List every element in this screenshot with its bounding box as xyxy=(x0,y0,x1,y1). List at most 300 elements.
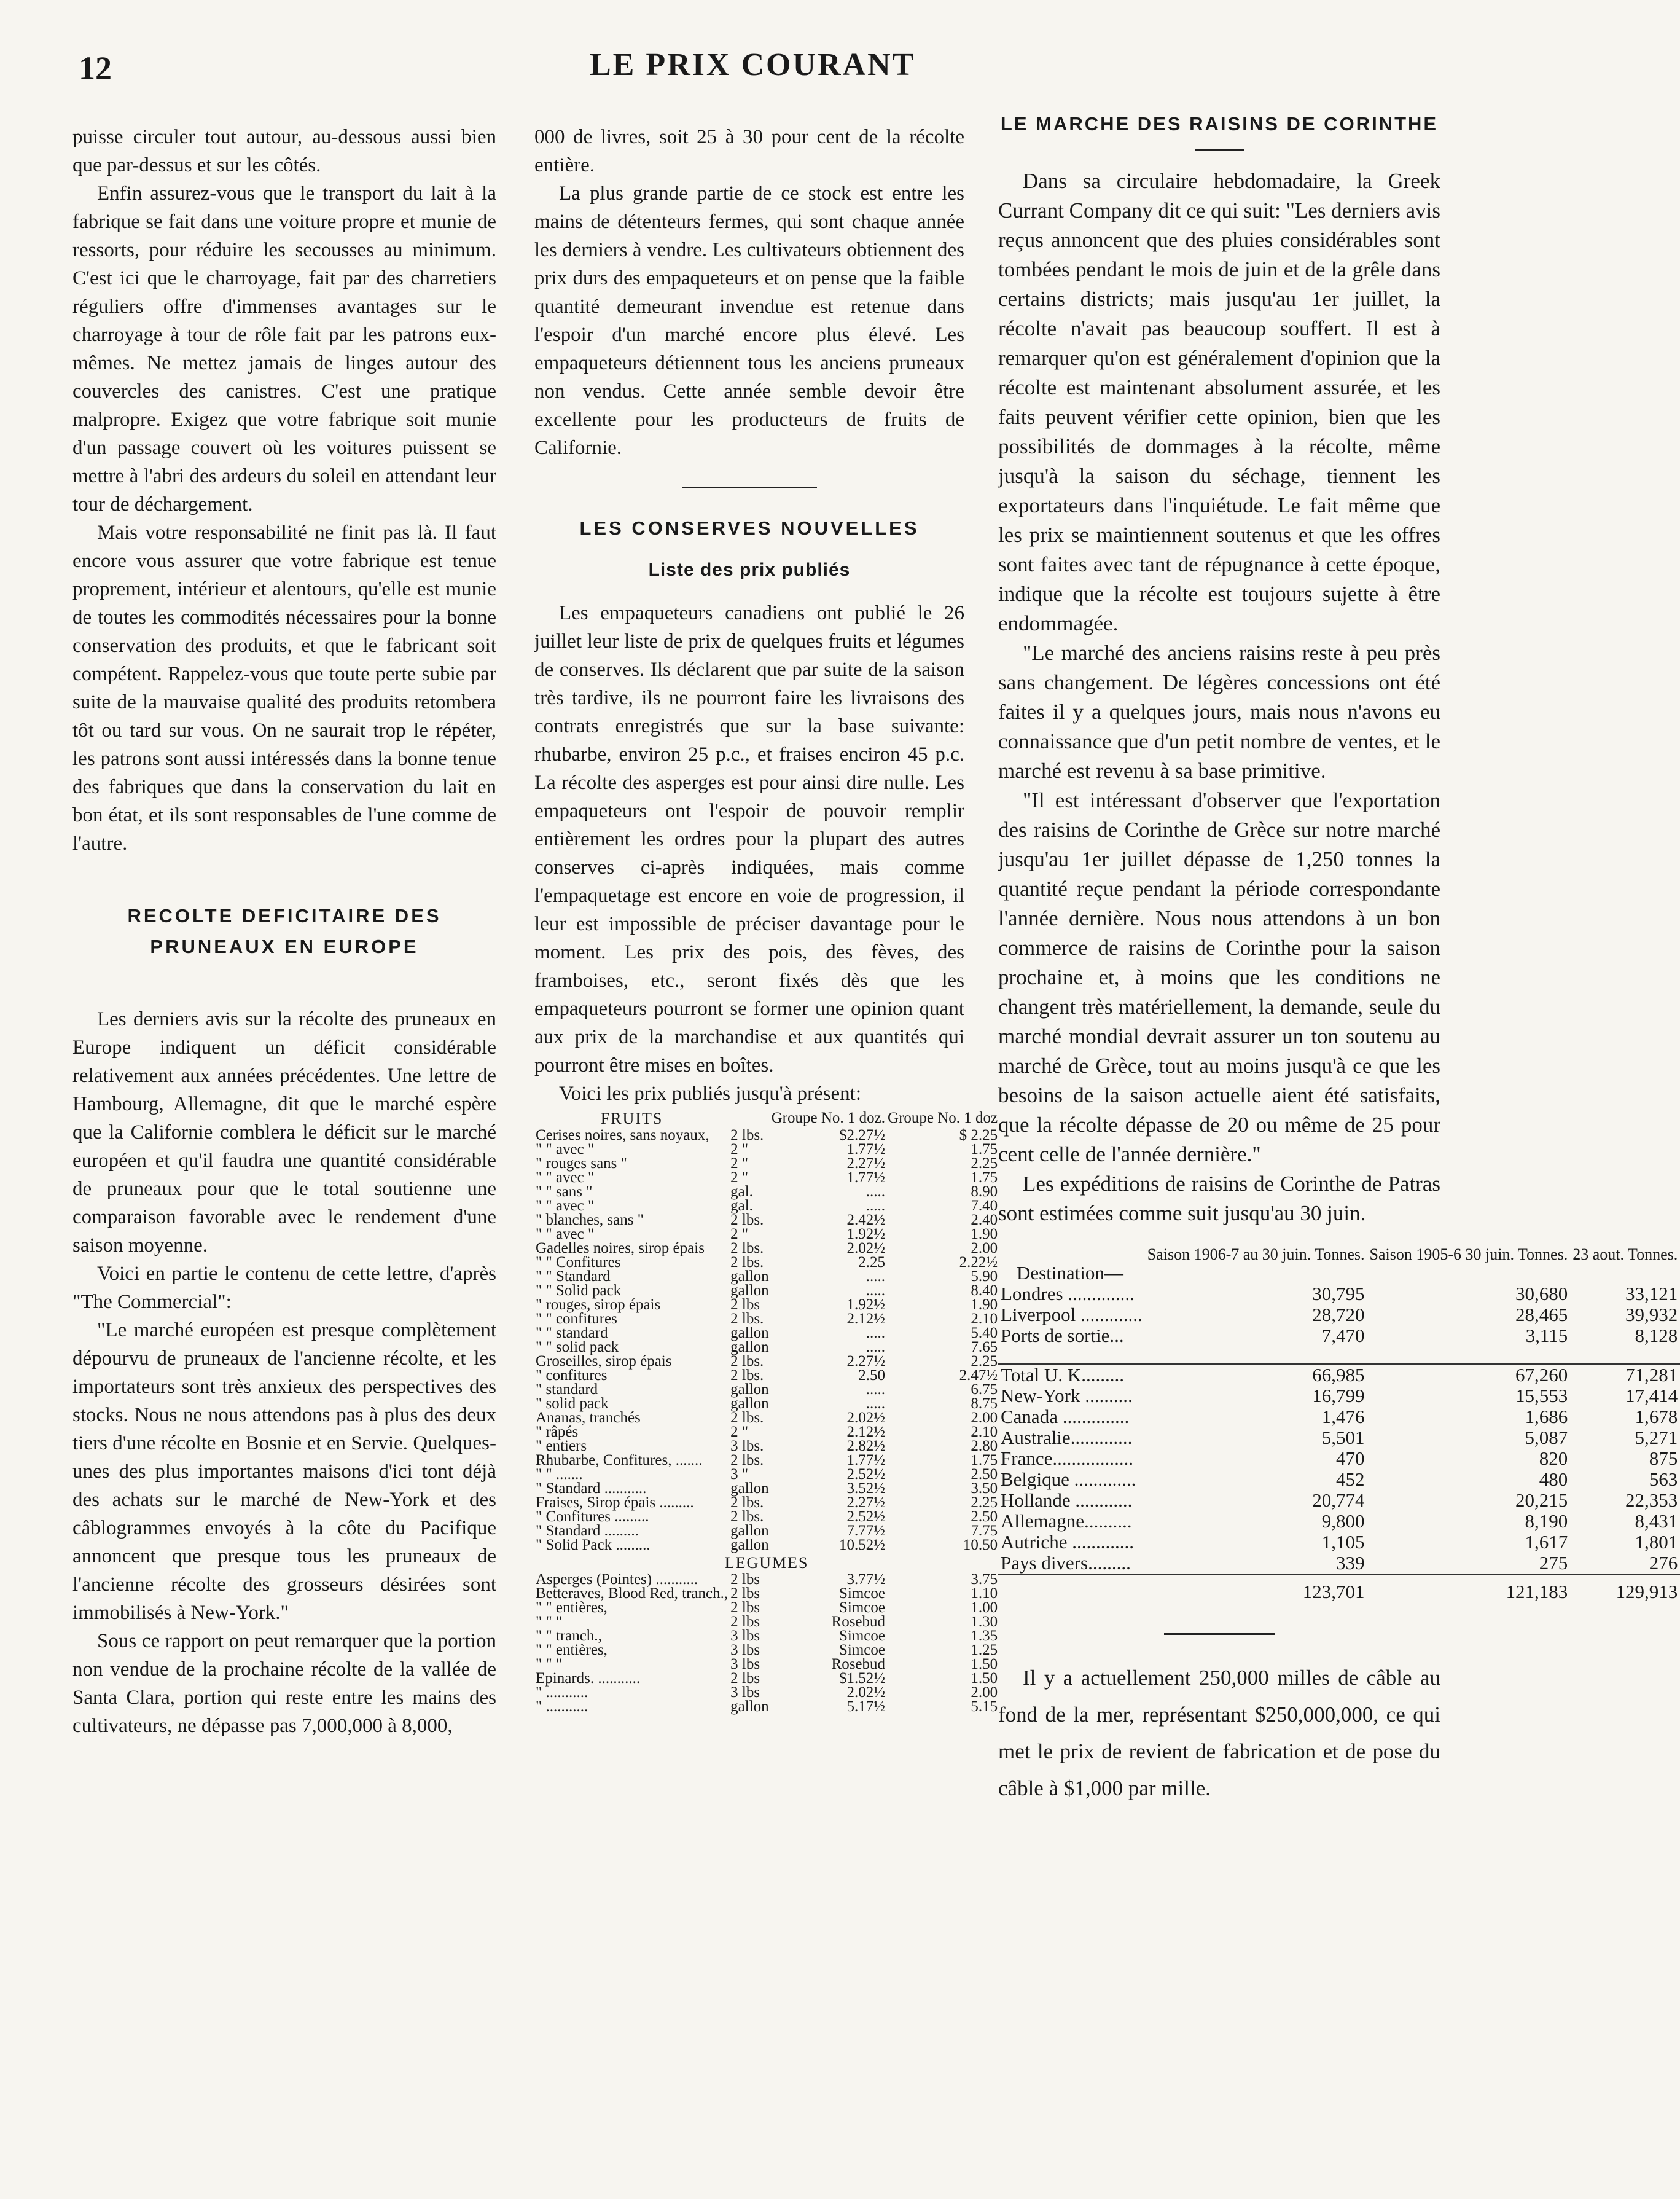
item-unit: gallon xyxy=(730,1698,769,1715)
item-price-1: 1.77½ xyxy=(846,1169,886,1186)
item-price-2: 1.50 xyxy=(971,1656,998,1672)
paragraph: "Le marché européen est presque complètement dépourvu de pruneaux de l'ancienne récolte, et les importateurs sont très anxieux des perspectives des stocks. Nous ne nous attendons pas à plus des deux tiers d'une récolte en Bosnie et en Servie. Quelques-unes des plus importantes maisons d'ici tont déjà des achats sur le marché de New-York et des câblogrammes envoyés à la côte du Pacifique annoncent que presque tous les pruneaux de l'ancienne récolte des grosseurs désirées sont immobilisés à New-York." xyxy=(72,1319,496,1624)
item-price-2: 1.00 xyxy=(971,1599,998,1616)
price-row xyxy=(534,1340,999,1354)
shipment-row xyxy=(998,1284,1680,1304)
item-price-2: 1.75 xyxy=(971,1169,998,1186)
item-price-1: 2.02½ xyxy=(846,1409,886,1426)
item-price-1: Rosebud xyxy=(831,1656,886,1672)
item-price-1: 2.27½ xyxy=(846,1494,886,1511)
item-name: " " avec " xyxy=(536,1197,595,1214)
tonnes-aout: 71,281 xyxy=(1570,1364,1680,1386)
item-name: " " entières, xyxy=(536,1642,608,1658)
item-price-2: 3.75 xyxy=(971,1571,998,1588)
price-row xyxy=(534,1397,999,1411)
tonnes-aout: 1,678 xyxy=(1635,1406,1678,1427)
destination: France................. xyxy=(1001,1448,1134,1469)
tonnes-aout: 563 xyxy=(1649,1468,1678,1490)
price-row xyxy=(534,1298,999,1312)
item-name: Epinards. ........... xyxy=(536,1670,641,1687)
item-unit: 2 lbs xyxy=(730,1585,760,1602)
item-name: " " entières, xyxy=(536,1599,608,1616)
tonnes-1905: 15,553 xyxy=(1515,1385,1568,1406)
item-price-2: 8.40 xyxy=(971,1282,998,1299)
price-row xyxy=(534,1284,999,1298)
item-price-1: ..... xyxy=(865,1268,886,1285)
divider xyxy=(1164,1633,1275,1635)
shipments-header: Saison 1905-6 30 juin. Tonnes. xyxy=(1369,1245,1568,1263)
item-unit: 2 lbs. xyxy=(730,1212,764,1228)
item-price-2: 7.65 xyxy=(971,1339,998,1355)
item-price-1: ..... xyxy=(865,1183,886,1200)
item-name: Groseilles, sirop épais xyxy=(536,1353,672,1370)
item-unit: 3 lbs xyxy=(730,1656,760,1672)
price-row xyxy=(534,1615,999,1629)
tonnes-aout: 5,271 xyxy=(1635,1427,1678,1448)
price-row xyxy=(534,1643,999,1657)
tonnes-1906: 452 xyxy=(1336,1468,1365,1490)
tonnes-1906: 5,501 xyxy=(1321,1427,1365,1448)
item-price-2: 8.75 xyxy=(971,1395,998,1412)
item-price-2: 2.50 xyxy=(971,1466,998,1483)
item-unit: gal. xyxy=(730,1183,753,1200)
item-unit: 2 lbs xyxy=(730,1296,760,1313)
item-price-2: 2.25 xyxy=(971,1353,998,1370)
item-name: Gadelles noires, sirop épais xyxy=(536,1240,705,1256)
destination: Total U. K......... xyxy=(998,1364,1145,1386)
price-row xyxy=(534,1213,999,1227)
item-price-2: 5.90 xyxy=(971,1268,998,1285)
item-price-2: 2.00 xyxy=(971,1240,998,1256)
item-name: " " " xyxy=(536,1656,563,1672)
price-row xyxy=(534,1572,999,1586)
price-row xyxy=(534,1657,999,1671)
blank-cell xyxy=(998,1574,1145,1602)
destination: Pays divers......... xyxy=(1001,1552,1131,1574)
item-name: " confitures xyxy=(536,1367,608,1384)
destination-label: Destination— xyxy=(1017,1262,1123,1284)
item-price-2: 2.00 xyxy=(971,1409,998,1426)
item-price-2: 7.75 xyxy=(971,1523,998,1539)
tonnes-1906: 7,470 xyxy=(1321,1325,1365,1346)
shipment-row xyxy=(998,1406,1680,1427)
shipments-header: Saison 1906-7 au 30 juin. Tonnes. xyxy=(1147,1245,1365,1263)
item-price-2: 2.40 xyxy=(971,1212,998,1228)
item-price-1: Simcoe xyxy=(839,1585,886,1602)
shipment-row xyxy=(998,1469,1680,1490)
paragraph: Voici les prix publiés jusqu'à présent: xyxy=(559,1083,862,1105)
item-price-2: 1.75 xyxy=(971,1141,998,1158)
item-price-1: 2.02½ xyxy=(846,1684,886,1701)
tonnes-1905: 480 xyxy=(1539,1468,1568,1490)
item-price-1: 2.52½ xyxy=(846,1508,886,1525)
price-row xyxy=(534,1495,999,1510)
item-unit: 2 " xyxy=(730,1226,749,1242)
page-title: LE PRIX COURANT xyxy=(590,47,916,82)
item-unit: 2 lbs. xyxy=(730,1367,764,1384)
article-subheading: Liste des prix publiés xyxy=(648,560,851,580)
paragraph: Mais votre responsabilité ne finit pas là. Il faut encore vous assurer que votre fabrique est tenue proprement, intérieur et alentours, qu'elle est munie de toutes les commodités nécessaires pour la bonne conservation des produits, et que le fabricant soit compétent. Rappelez-vous que toute perte subie par suite de la mauvaise qualité des produits retombera tôt ou tard sur vous. On ne saurait trop le répéter, les patrons sont aussi intéressés dans la bonne tenue des fabriques que dans la conservation du lait en bon état, et ils sont responsables de l'une comme de l'autre. xyxy=(72,522,496,855)
divider xyxy=(1195,149,1244,151)
item-name: Cerises noires, sans noyaux, xyxy=(536,1127,709,1143)
item-price-1: 1.92½ xyxy=(846,1296,886,1313)
price-row xyxy=(534,1128,999,1142)
item-name: " rouges, sirop épais xyxy=(536,1296,661,1313)
shipment-row xyxy=(998,1490,1680,1511)
item-name: " " avec " xyxy=(536,1141,595,1158)
tonnes-1905: 28,465 xyxy=(1515,1304,1568,1325)
item-unit: 2 lbs. xyxy=(730,1127,764,1143)
item-price-1: ..... xyxy=(865,1339,886,1355)
tonnes-1906: 1,105 xyxy=(1321,1531,1365,1553)
tonnes-aout: 1,801 xyxy=(1635,1531,1678,1553)
item-price-1: Simcoe xyxy=(839,1628,886,1644)
item-price-1: Simcoe xyxy=(839,1599,886,1616)
price-row xyxy=(534,1467,999,1481)
item-name: " " tranch., xyxy=(536,1628,602,1644)
item-price-2: 2.50 xyxy=(971,1508,998,1525)
item-name: Rhubarbe, Confitures, ....... xyxy=(536,1452,703,1468)
item-price-2: 2.25 xyxy=(971,1494,998,1511)
destination: Canada .............. xyxy=(1001,1406,1130,1427)
item-name: Betteraves, Blood Red, tranch., xyxy=(536,1585,729,1602)
item-price-2: 1.30 xyxy=(971,1613,998,1630)
destination: Allemagne.......... xyxy=(1001,1510,1132,1532)
item-price-1: 2.25 xyxy=(858,1254,886,1271)
shipment-row xyxy=(998,1325,1680,1346)
item-unit: 2 lbs. xyxy=(730,1494,764,1511)
item-price-1: 3.77½ xyxy=(846,1571,886,1588)
price-row xyxy=(534,1671,999,1685)
item-unit: gallon xyxy=(730,1339,769,1355)
item-price-2: 6.75 xyxy=(971,1381,998,1398)
item-price-2: 8.90 xyxy=(971,1183,998,1200)
price-row xyxy=(534,1586,999,1601)
item-price-1: 2.27½ xyxy=(846,1155,886,1172)
item-name: Fraises, Sirop épais ......... xyxy=(536,1494,694,1511)
item-unit: gallon xyxy=(730,1480,769,1497)
tonnes-1905: 1,686 xyxy=(1525,1406,1568,1427)
item-name: " " ....... xyxy=(536,1466,583,1483)
group-header: Groupe No. 1 doz. xyxy=(771,1110,886,1126)
total-1905: 121,183 xyxy=(1367,1574,1571,1602)
price-row xyxy=(534,1524,999,1538)
item-unit: 3 lbs xyxy=(730,1628,760,1644)
price-row xyxy=(534,1170,999,1185)
paragraph: "Le marché des anciens raisins reste à peu près sans changement. De légères concessions ont été faites il y a quelques jours, mais nous n'avons eu connaissance que d'un petit nombre de ventes, et le marché est revenu à sa base primitive. xyxy=(998,641,1440,783)
item-unit: gallon xyxy=(730,1325,769,1341)
item-price-2: 1.10 xyxy=(971,1585,998,1602)
tonnes-1905: 1,617 xyxy=(1525,1531,1568,1553)
article-heading-conserves: LES CONSERVES NOUVELLES xyxy=(579,517,920,539)
item-name: Asperges (Pointes) ........... xyxy=(536,1571,698,1588)
item-price-2: 2.80 xyxy=(971,1438,998,1454)
column-3 xyxy=(998,111,1678,1807)
price-row xyxy=(534,1199,999,1213)
destination: Londres .............. xyxy=(1001,1283,1135,1304)
tonnes-1905: 8,190 xyxy=(1525,1510,1568,1532)
paragraph: Voici en partie le contenu de cette lettre, d'après "The Commercial": xyxy=(72,1263,496,1313)
item-price-2: 2.25 xyxy=(971,1155,998,1172)
item-price-1: 3.52½ xyxy=(846,1480,886,1497)
item-price-2: 7.40 xyxy=(971,1197,998,1214)
item-name: " Confitures ......... xyxy=(536,1508,649,1525)
spacer xyxy=(998,1346,1680,1364)
paragraph: puisse circuler tout autour, au-dessous aussi bien que par-dessus et sur les côtés. xyxy=(72,126,496,176)
item-price-1: ..... xyxy=(865,1282,886,1299)
price-row xyxy=(534,1382,999,1397)
tonnes-1906: 16,799 xyxy=(1312,1385,1365,1406)
paragraph: Sous ce rapport on peut remarquer que la portion non vendue de la prochaine récolte de la vallée de Santa Clara, portion qui reste entre les mains des cultivateurs, ne dépasse pas 7,000,000 à 8,000, xyxy=(72,1630,496,1737)
item-unit: 2 lbs. xyxy=(730,1311,764,1327)
item-unit: 2 " xyxy=(730,1169,749,1186)
price-row xyxy=(534,1269,999,1284)
item-price-2: 1.35 xyxy=(971,1628,998,1644)
price-header-row xyxy=(534,1108,999,1128)
destination: Hollande ............ xyxy=(1001,1489,1133,1511)
price-row xyxy=(534,1326,999,1340)
item-price-2: 1.25 xyxy=(971,1642,998,1658)
item-price-1: 2.42½ xyxy=(846,1212,886,1228)
item-price-2: 2.47½ xyxy=(959,1367,998,1384)
paragraph: La plus grande partie de ce stock est entre les mains de détenteurs fermes, qui sont chaque année les derniers à vendre. Les cultivateurs obtiennent des prix durs des empaqueteurs et on pense que la faible quantité demeurant invendue est retenue dans l'espoir d'un marché encore plus élevé. Les empaqueteurs détiennent tous les anciens pruneaux non vendus. Cette année semble devoir être excellente pour les producteurs de fruits de Californie. xyxy=(534,182,964,459)
item-price-2: 2.22½ xyxy=(959,1254,998,1271)
item-unit: 2 lbs xyxy=(730,1670,760,1687)
item-unit: 2 lbs. xyxy=(730,1508,764,1525)
column-2 xyxy=(534,123,998,1715)
item-name: " " avec " xyxy=(536,1169,595,1186)
item-price-2: 3.50 xyxy=(971,1480,998,1497)
destination: Liverpool ............. xyxy=(1001,1304,1143,1325)
tonnes-1905: 20,215 xyxy=(1515,1489,1568,1511)
destination: Autriche ............. xyxy=(1001,1531,1134,1553)
blank-cell xyxy=(729,1108,770,1128)
tonnes-1905: 275 xyxy=(1539,1552,1568,1574)
shipment-row xyxy=(998,1304,1680,1325)
shipment-row xyxy=(998,1427,1680,1448)
group-header: Groupe No. 1 doz xyxy=(888,1110,998,1126)
shipments-header: 23 aout. Tonnes. xyxy=(1573,1245,1678,1263)
item-price-1: 2.12½ xyxy=(846,1424,886,1440)
price-row xyxy=(534,1538,999,1552)
price-row xyxy=(534,1368,999,1382)
price-row xyxy=(534,1142,999,1156)
item-price-1: 1.77½ xyxy=(846,1452,886,1468)
item-price-1: 1.77½ xyxy=(846,1141,886,1158)
item-name: " solid pack xyxy=(536,1395,609,1412)
item-price-2: 2.10 xyxy=(971,1424,998,1440)
price-table xyxy=(534,1108,999,1714)
tonnes-1906: 66,985 xyxy=(1145,1364,1367,1386)
item-name: " " Solid pack xyxy=(536,1282,622,1299)
shipment-row xyxy=(998,1511,1680,1532)
item-name: " standard xyxy=(536,1381,598,1398)
price-row xyxy=(534,1481,999,1495)
item-name: " Standard ........... xyxy=(536,1480,647,1497)
item-name: " ........... xyxy=(536,1698,588,1715)
tonnes-1906: 339 xyxy=(1336,1552,1365,1574)
item-price-1: 2.02½ xyxy=(846,1240,886,1256)
tonnes-1906: 20,774 xyxy=(1312,1489,1365,1511)
item-price-2: $ 2.25 xyxy=(959,1127,998,1143)
paragraph: Les expéditions de raisins de Corinthe de Patras sont estimées comme suit jusqu'au 30 juin. xyxy=(998,1172,1440,1225)
total-1906: 123,701 xyxy=(1145,1574,1367,1602)
item-unit: gallon xyxy=(730,1395,769,1412)
item-unit: gallon xyxy=(730,1523,769,1539)
item-price-1: 1.92½ xyxy=(846,1226,886,1242)
item-name: " " Standard xyxy=(536,1268,611,1285)
price-row xyxy=(534,1510,999,1524)
item-name: " " confitures xyxy=(536,1311,617,1327)
item-name: " blanches, sans " xyxy=(536,1212,644,1228)
item-price-2: 1.90 xyxy=(971,1296,998,1313)
item-price-2: 10.50 xyxy=(963,1537,998,1553)
item-price-1: Simcoe xyxy=(839,1642,886,1658)
tonnes-1905: 3,115 xyxy=(1525,1325,1568,1346)
tonnes-aout: 8,128 xyxy=(1635,1325,1678,1346)
item-price-2: 5.40 xyxy=(971,1325,998,1341)
tonnes-1906: 1,476 xyxy=(1321,1406,1365,1427)
price-row xyxy=(534,1312,999,1326)
shipment-row xyxy=(998,1386,1680,1406)
item-unit: 2 lbs xyxy=(730,1599,760,1616)
price-row xyxy=(534,1601,999,1615)
item-price-1: 2.52½ xyxy=(846,1466,886,1483)
totals-row xyxy=(998,1574,1680,1602)
shipment-row xyxy=(998,1448,1680,1469)
tonnes-aout: 875 xyxy=(1649,1448,1678,1469)
item-name: " râpés xyxy=(536,1424,579,1440)
legumes-label: LEGUMES xyxy=(724,1554,809,1572)
shipment-row xyxy=(998,1364,1680,1386)
price-row xyxy=(534,1185,999,1199)
paragraph: Les derniers avis sur la récolte des pruneaux en Europe indiquent un déficit considérable relativement aux années précédentes. Une lettre de Hambourg, Allemagne, dit que le marché espère que la Californie comblera le déficit sur le marché européen et qu'il faudra une quantité considérable de pruneaux pour que le total soutienne une comparaison favorable avec le rendement d'une saison moyenne. xyxy=(72,1008,496,1256)
article-heading-corinthe: LE MARCHE DES RAISINS DE CORINTHE xyxy=(1000,113,1439,135)
tonnes-aout: 17,414 xyxy=(1625,1385,1678,1406)
item-unit: 2 lbs. xyxy=(730,1254,764,1271)
column-1 xyxy=(72,123,496,1740)
item-unit: gallon xyxy=(730,1268,769,1285)
tonnes-aout: 8,431 xyxy=(1635,1510,1678,1532)
shipments-blank xyxy=(998,1247,1145,1263)
item-price-1: 10.52½ xyxy=(839,1537,886,1553)
legumes-header-row xyxy=(534,1552,999,1572)
destination: New-York .......... xyxy=(1001,1385,1133,1406)
price-row xyxy=(534,1629,999,1643)
price-row xyxy=(534,1439,999,1453)
item-price-1: 7.77½ xyxy=(846,1523,886,1539)
tonnes-1906: 9,800 xyxy=(1321,1510,1365,1532)
item-unit: 2 " xyxy=(730,1141,749,1158)
item-unit: 2 lbs. xyxy=(730,1409,764,1426)
item-name: " rouges sans " xyxy=(536,1155,627,1172)
destination: Ports de sortie... xyxy=(1001,1325,1124,1346)
item-name: " " sans " xyxy=(536,1183,593,1200)
item-unit: 2 lbs xyxy=(730,1571,760,1588)
price-row xyxy=(534,1156,999,1170)
tonnes-1906: 28,720 xyxy=(1312,1304,1365,1325)
destination: Australie............. xyxy=(1001,1427,1133,1448)
article-heading-prunes: RECOLTE DEFICITAIRE DES PRUNEAUX EN EUROPE xyxy=(127,905,442,957)
item-price-1: 2.27½ xyxy=(846,1353,886,1370)
paragraph: Il y a actuellement 250,000 milles de câble au fond de la mer, représentant $250,000,000, ce qui met le prix de revient de fabrication et de pose du câble à $1,000 par mille. xyxy=(998,1666,1440,1800)
item-unit: gal. xyxy=(730,1197,753,1214)
item-price-1: ..... xyxy=(865,1395,886,1412)
tonnes-1905: 67,260 xyxy=(1367,1364,1571,1386)
tonnes-1905: 5,087 xyxy=(1525,1427,1568,1448)
paragraph: 000 de livres, soit 25 à 30 pour cent de la récolte entière. xyxy=(534,126,964,176)
item-price-1: 5.17½ xyxy=(846,1698,886,1715)
item-price-2: 2.00 xyxy=(971,1684,998,1701)
shipment-row xyxy=(998,1553,1680,1574)
item-unit: 2 lbs. xyxy=(730,1240,764,1256)
item-name: Ananas, tranchés xyxy=(536,1409,641,1426)
tonnes-1905: 820 xyxy=(1539,1448,1568,1469)
item-unit: 3 lbs xyxy=(730,1684,760,1701)
item-price-2: 1.90 xyxy=(971,1226,998,1242)
item-unit: 2 lbs. xyxy=(730,1452,764,1468)
item-unit: gallon xyxy=(730,1381,769,1398)
divider xyxy=(682,487,817,488)
price-row xyxy=(534,1227,999,1241)
item-price-2: 5.15 xyxy=(971,1698,998,1715)
paragraph: Dans sa circulaire hebdomadaire, la Greek Currant Company dit ce qui suit: "Les derniers avis reçus annoncent que des pluies considérables sont tombées pendant le mois de juin et de la grêle dans certains districts; mais jusqu'au 1er juillet, la récolte n'avait pas beaucoup souffert. Il est à remarquer qu'on est généralement d'opinion que la récolte est maintenant absolument assurée, et les faits peuvent vérifier cette opinion, bien que les possibilités de dommages à la récolte, même jusqu'à la saison du séchage, tiennent les exportateurs dans l'inquiétude. Le fait même que les prix se maintiennent soutenus et que les offres sont faites avec tant de répugnance à cette époque, indique que la récolte est toujours sujette à être endommagée. xyxy=(998,169,1440,635)
item-name: " entiers xyxy=(536,1438,587,1454)
price-row xyxy=(534,1411,999,1425)
item-price-1: 2.50 xyxy=(858,1367,886,1384)
item-name: " " solid pack xyxy=(536,1339,619,1355)
item-name: " " " xyxy=(536,1613,563,1630)
item-price-1: ..... xyxy=(865,1325,886,1341)
item-price-2: 1.75 xyxy=(971,1452,998,1468)
destination: Belgique ............. xyxy=(1001,1468,1136,1490)
item-price-1: Rosebud xyxy=(831,1613,886,1630)
price-row xyxy=(534,1255,999,1269)
price-row xyxy=(534,1354,999,1368)
shipment-row xyxy=(998,1532,1680,1553)
tonnes-aout: 33,121 xyxy=(1625,1283,1678,1304)
item-price-2: 2.10 xyxy=(971,1311,998,1327)
item-price-1: $2.27½ xyxy=(839,1127,886,1143)
item-unit: 2 lbs. xyxy=(730,1353,764,1370)
item-price-1: ..... xyxy=(865,1381,886,1398)
price-row xyxy=(534,1425,999,1439)
paragraph: "Il est intéressant d'observer que l'exportation des raisins de Corinthe de Grèce sur notre marché jusqu'au 1er juillet dépasse de 1,250 tonnes la quantité reçue pendant la période correspondante l'année dernière. Nous nous attendons à un bon commerce de raisins de Corinthe pour la saison prochaine et, à moins que les conditions ne changent très matériellement, la demande, seule du marché mondial devrait assurer un ton soutenu au marché de Grèce, tout au moins jusqu'à ce que les besoins de la saison actuelle aient été satisfaits, que la récolte dépasse de 20 ou même de 25 pour cent celle de l'année dernière." xyxy=(998,788,1440,1166)
item-unit: 3 " xyxy=(730,1466,749,1483)
spacer-row xyxy=(998,1346,1680,1364)
tonnes-1906: 470 xyxy=(1336,1448,1365,1469)
paragraph: Les empaqueteurs canadiens ont publié le 26 juillet leur liste de prix de quelques fruits et légumes de conserves. Ils déclarent que par suite de la saison très tardive, ils ne pourront faire les livraisons des contrats enregistrés que sur la base suivante: rhubarbe, environ 25 p.c., et fraises enciron 45 p.c. La récolte des asperges est pour ainsi dire nulle. Les empaqueteurs ont l'espoir de pouvoir remplir entièrement les ordres pour la plupart des autres conserves ci-après indiquées, mais comme l'empaquetage est encore en voie de progression, il leur est impossible de préciser davantage pour le moment. Les prix des pois, des fèves, des framboises, etc., seront fixés dès que les empaqueteurs pourront se former une opinion quant aux prix de la marchandise et aux quantités qui pourront être mises en boîtes. xyxy=(534,602,964,1076)
item-unit: 2 lbs xyxy=(730,1613,760,1630)
item-price-1: $1.52½ xyxy=(839,1670,886,1687)
tonnes-1906: 30,795 xyxy=(1312,1283,1365,1304)
item-name: " Solid Pack ......... xyxy=(536,1537,651,1553)
item-name: " Standard ......... xyxy=(536,1523,639,1539)
tonnes-aout: 276 xyxy=(1649,1552,1678,1574)
item-name: " " avec " xyxy=(536,1226,595,1242)
tonnes-aout: 39,932 xyxy=(1625,1304,1678,1325)
item-unit: 3 lbs xyxy=(730,1642,760,1658)
item-name: " " Confitures xyxy=(536,1254,621,1271)
tonnes-aout: 22,353 xyxy=(1625,1489,1678,1511)
price-row xyxy=(534,1453,999,1467)
fruits-label: FRUITS xyxy=(600,1110,663,1127)
price-row xyxy=(534,1685,999,1699)
item-name: " " standard xyxy=(536,1325,608,1341)
item-price-1: ..... xyxy=(865,1197,886,1214)
price-row xyxy=(534,1241,999,1255)
item-unit: gallon xyxy=(730,1282,769,1299)
